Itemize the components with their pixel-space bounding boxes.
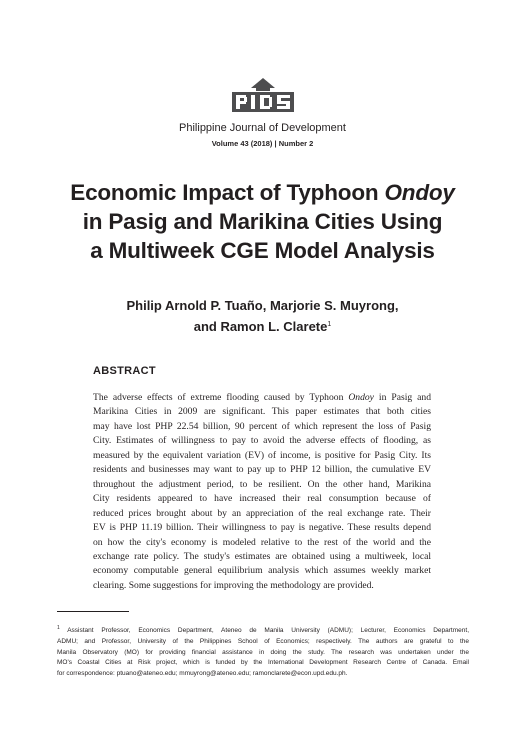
footnote-divider — [57, 611, 129, 612]
abstract-line: clearing. Some suggestions for improving the methodology are provided. — [93, 579, 374, 591]
abstract-line: EV is PHP 11.19 billion. Their willingness to pay is negative. These results depend — [93, 522, 431, 534]
paper-title — [40, 178, 485, 265]
abstract-line: economy computable general equilibrium analysis which assumes weekly market — [93, 565, 431, 577]
footnote-line: ADMU; and Professor, University of the Philippines School of Economics; respectively. The authors are grateful to the — [57, 637, 469, 645]
footnote-line-1-text: Assistant Professor, Economics Department, Ateneo de Manila University (ADMU); Lecturer, Economics Department, — [67, 627, 469, 634]
abstract-line: reduced prices brought about by an appreciation of the real exchange rate. Their — [93, 507, 431, 519]
footnote — [57, 623, 469, 680]
abstract-line-1-post: in Pasig and — [373, 392, 431, 403]
abstract-line: City. Estimates of willingness to pay to avoid the adverse effects of flooding, as — [93, 435, 431, 447]
abstract-line: Marikina Cities in 2009 are significant. This paper estimates that both cities — [93, 406, 431, 418]
authors-line-2-text: and Ramon L. Clarete — [193, 319, 328, 334]
author-list — [40, 296, 485, 336]
title-line-1 — [40, 178, 485, 207]
abstract-body — [93, 391, 431, 593]
abstract-line: exchange rate policy. The study's estimates are obtained using a multiweek, local — [93, 550, 431, 562]
title-line-3: a Multiweek CGE Model Analysis — [90, 238, 435, 263]
title-line-1-text: Economic Impact of Typhoon — [70, 180, 385, 205]
abstract-heading: ABSTRACT — [93, 365, 156, 377]
abstract-line: throughout the adjustment period, to be resilient. On the other hand, Marikina — [93, 478, 431, 490]
journal-name: Philippine Journal of Development — [179, 122, 346, 134]
volume-issue: Volume 43 (2018) | Number 2 — [211, 139, 314, 148]
footnote-line: Manila Observatory (MO) for providing financial assistance in doing the study. The research was undertaken under the — [57, 648, 469, 656]
authors-line-1: Philip Arnold P. Tuaño, Marjorie S. Muyrong, — [126, 298, 399, 313]
footnote-line: MO's Coastal Cities at Risk project, which is funded by the International Development Research Centre of Canada. Email — [57, 659, 469, 667]
pids-logo — [231, 78, 295, 112]
abstract-line-1-pre: The adverse effects of extreme flooding caused by Typhoon — [93, 392, 349, 403]
abstract-typhoon-name: Ondoy — [348, 392, 374, 403]
abstract-line: may have lost PHP 22.54 billion, 90 percent of which represent the loss of Pasig — [93, 420, 431, 432]
abstract-line — [93, 391, 431, 405]
footnote-mark: 1 — [57, 625, 60, 631]
authors-line-2 — [40, 315, 485, 336]
title-line-2: in Pasig and Marikina Cities Using — [82, 209, 443, 234]
title-typhoon-name: Ondoy — [384, 180, 455, 205]
abstract-line: residents and businesses may want to pay up to PHP 12 billion, the cumulative EV — [93, 464, 431, 476]
author-footnote-mark: 1 — [327, 321, 332, 328]
footnote-line — [57, 623, 469, 637]
footnote-line: for correspondence: ptuano@ateneo.edu; mmuyrong@ateneo.edu; ramonclarete@econ.upd.edu.ph. — [57, 670, 348, 678]
abstract-line: City residents appeared to have increased their real consumption because of — [93, 493, 431, 505]
abstract-line: measured by the equivalent variation (EV) of income, is positive for Pasig City. Its — [93, 449, 431, 461]
abstract-line: on how the city's economy is modeled relative to the rest of the world and the — [93, 536, 431, 548]
